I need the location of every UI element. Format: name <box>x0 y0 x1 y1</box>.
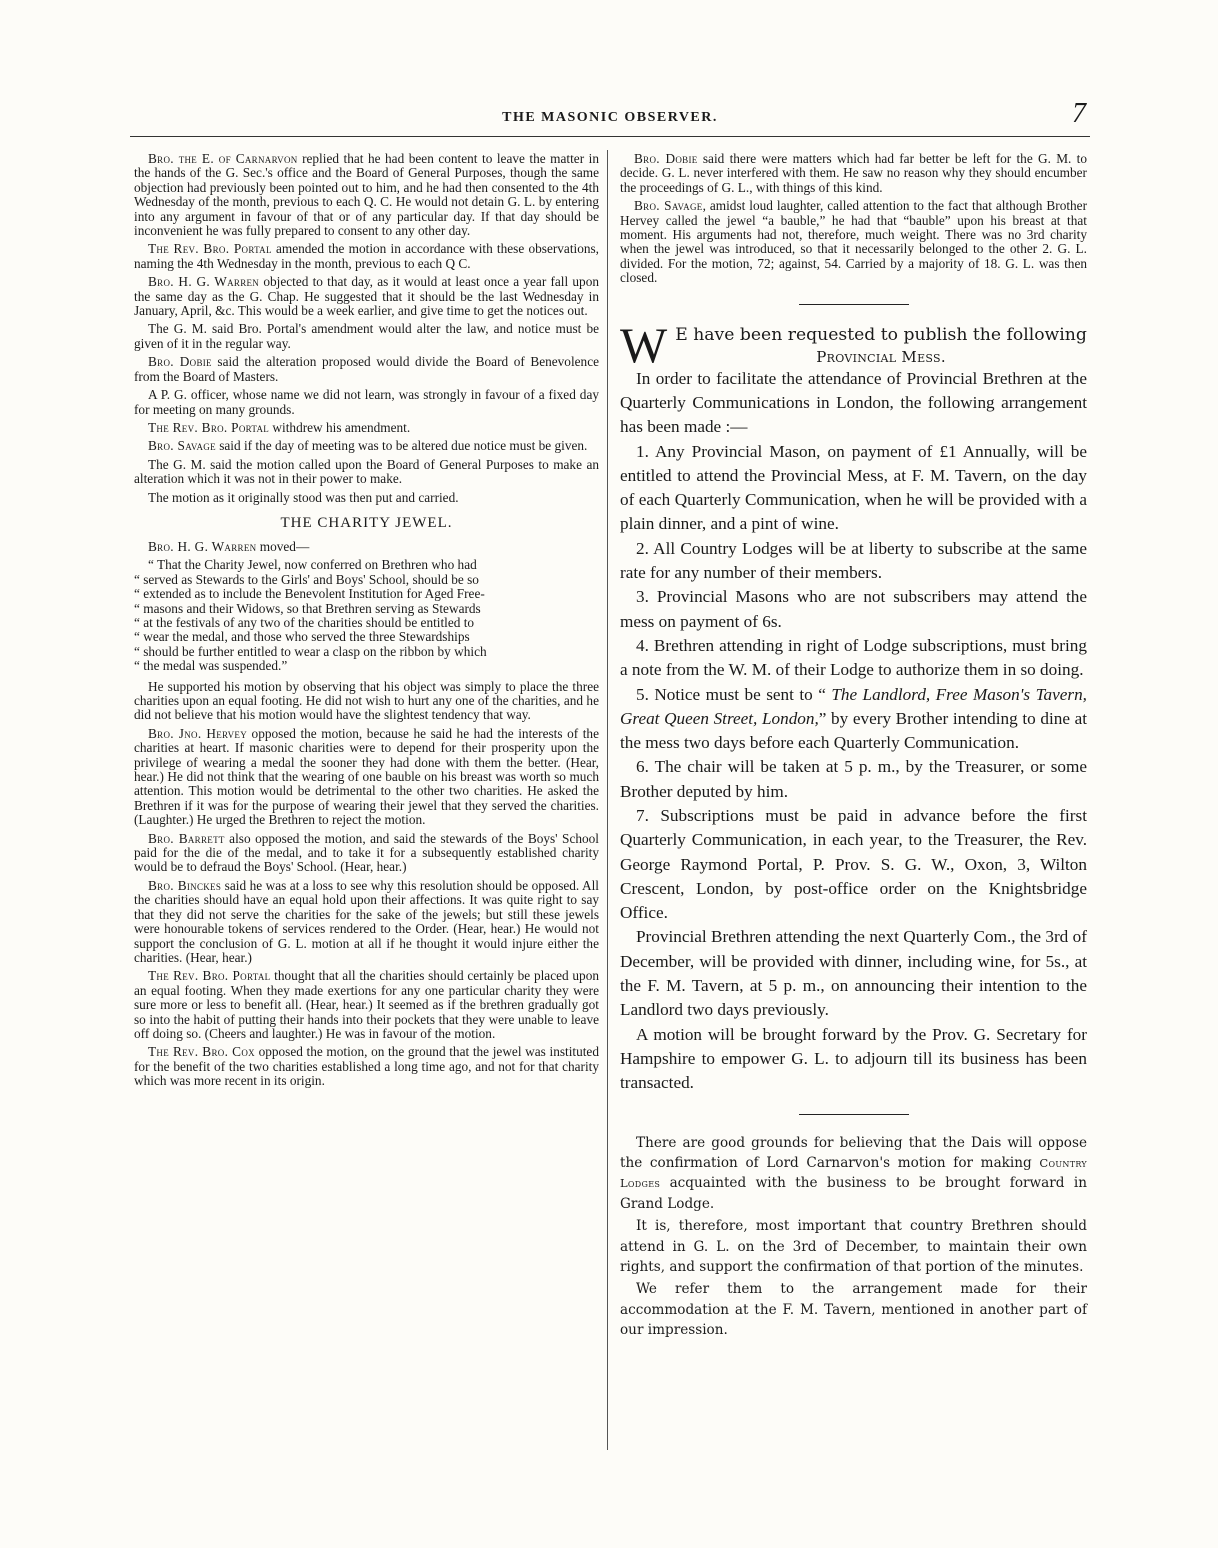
closing-note <box>620 1133 1087 1341</box>
notice-paragraph: A motion will be brought forward by the Prov. G. Secretary for Hampshire to empower G. L. to adjourn till its business has been transacted. <box>620 1024 1087 1093</box>
notice-paragraph: 1. Any Provincial Mason, on payment of £1 Annually, will be entitled to attend the Provincial Mess, at F. M. Tavern, on the day of each Quarterly Communication, when he will be provided with a plain dinner, and a pint of wine. <box>620 441 1087 534</box>
paragraph: Bro. Savage said if the day of meeting was to be altered due notice must be given. <box>148 438 588 454</box>
notice-paragraph: 7. Subscriptions must be paid in advance before the first Quarterly Communication, in each year, to the Treasurer, the Rev. George Raymond Portal, P. Prov. S. G. W., Oxon, 3, Wilton Crescent, London, by post-office order on the Knightsbridge Office. <box>620 806 1087 923</box>
column-divider <box>607 150 608 1450</box>
page-header <box>130 100 1090 137</box>
left-column <box>134 152 599 1093</box>
quote-line: “ should be further entitled to wear a clasp on the ribbon by which <box>134 643 487 659</box>
quote-line: “ at the festivals of any two of the charities should be entitled to <box>134 614 475 630</box>
paragraph: The Rev. Bro. Portal thought that all the charities should certainly be placed upon an equal footing. When they made exertions for any one particular charity they were sure more or less to benefit all. (Hear, hear.) It seemed as if the brethren gradually got so into the habit of putting their hands into their pockets that they were unable to leave off doing so. (Cheers and laughter.) He was in favour of the motion. <box>134 968 599 1041</box>
quote-line: “ served as Stewards to the Girls' and Boys' School, should be so <box>134 571 479 587</box>
quote-line: “ masons and their Widows, so that Brethren serving as Stewards <box>134 600 481 616</box>
notice-paragraph: 3. Provincial Masons who are not subscribers may attend the mess on payment of 6s. <box>620 587 1087 631</box>
quote-line: “ the medal was suspended.” <box>134 658 288 674</box>
closing-paragraph: It is, therefore, most important that country Brethren should attend in G. L. on the 3rd of December, to maintain their own rights, and support the confirmation of that portion of the minutes. <box>620 1218 1087 1275</box>
page-number: 7 <box>1072 98 1086 129</box>
paragraph: Bro. Barrett also opposed the motion, and said the stewards of the Boys' School paid for the die of the medal, and to take it for a subsequently established charity would be to defraud the Boys' School. (Hear, hear.) <box>134 830 599 875</box>
quote-line: “ wear the medal, and those who served the three Stewardships <box>134 629 470 645</box>
notice-paragraph: In order to facilitate the attendance of Provincial Brethren at the Quarterly Communications in London, the following arrangement has been made :— <box>620 368 1087 437</box>
paragraph: Bro. Jno. Hervey opposed the motion, because he said he had the interests of the charities at heart. If masonic charities were to depend for their prosperity upon the privilege of wearing a medal the sooner they had done with them the better. (Hear, hear.) He did not think that the wearing of one bauble on his breast was worth so much attention. This motion would be detrimental to the other two charities. He asked the Brethren if it was for the purpose of wearing their jewel that they served the charities. (Laughter.) He urged the Brethren to reject the motion. <box>134 725 599 828</box>
paragraph: Bro. H. G. Warren moved— <box>148 538 310 554</box>
notice-title: Provincial Mess. <box>816 347 946 366</box>
paragraph: Bro. Dobie said there were matters which had far better be left for the G. M. to decide. G. L. never interfered with them. He saw no reason why they should encumber the proceedings of G. L., with things of this kind. <box>620 151 1088 195</box>
provincial-mess-notice <box>620 316 1088 1096</box>
section-title: THE CHARITY JEWEL. <box>280 514 453 531</box>
notice-paragraph: 4. Brethren attending in right of Lodge subscriptions, must bring a note from the W. M. of their Lodge to authorize them in so doing. <box>620 635 1087 680</box>
notice-paragraph: 5. Notice must be sent to “ The Landlord, Free Mason's Tavern, Great Queen Street, London,” by every Brother intending to dine at the mess two days before each Quarterly Communication. <box>620 684 1088 753</box>
paragraph: He supported his motion by observing that his object was simply to place the three charities upon an equal footing. He did not wish to hurt any one of the charities, and he did not believe that his motion would have the slightest tendency that way. <box>134 678 599 723</box>
paragraph: Bro. the E. of Carnarvon replied that he had been content to leave the matter in the hands of the G. Sec.'s office and the Board of General Purposes, though the same objection had previously been pointed out to him, and he had then consented to the 4th Wednesday of the month, previous to each Q. C. He would not detain G. L. by entering into any argument in favour of that or of any particular day. If that day should be inconvenient he was fully prepared to consent to any other day. <box>134 151 599 239</box>
notice-paragraph: Provincial Brethren attending the next Quarterly Com., the 3rd of December, will be provided with dinner, including wine, for 5s., at the F. M. Tavern, at 5 p. m., on announcing their intention to the Landlord two days previously. <box>620 927 1087 1020</box>
paragraph: The G. M. said Bro. Portal's amendment would alter the law, and notice must be given of it in the regular way. <box>134 321 599 351</box>
paragraph: The motion as it originally stood was then put and carried. <box>148 489 459 505</box>
paragraph: Bro. H. G. Warren objected to that day, as it would at least once a year fall upon the same day as the G. Chap. He suggested that it should be the last Wednesday in January, April, &c. This would be a week earlier, and give time to get the notices out. <box>134 274 600 319</box>
separator-rule <box>799 1114 909 1115</box>
drop-cap: W <box>620 316 668 373</box>
motion-quote <box>134 558 599 673</box>
paragraph: The Rev. Bro. Portal amended the motion in accordance with these observations, naming the 4th Wednesday in the month, previous to each Q C. <box>134 241 600 271</box>
quote-line: “ That the Charity Jewel, now conferred on Brethren who had <box>148 557 477 573</box>
publication-title: THE MASONIC OBSERVER. <box>502 110 718 125</box>
paragraph: Bro. Savage, amidst loud laughter, called attention to the fact that although Brother Hervey called the jewel “a bauble,” he had that “bauble” upon his breast at that moment. His arguments had not, therefore, much weight. There was no 3rd charity when the jewel was introduced, so that it necessarily belonged to the other 2. G. L. divided. For the motion, 72; against, 54. Carried by a majority of 18. G. L. was then closed. <box>620 198 1088 286</box>
notice-paragraph: 2. All Country Lodges will be at liberty to subscribe at the same rate for any number of their members. <box>620 538 1087 583</box>
right-column <box>620 152 1087 1343</box>
closing-paragraph: We refer them to the arrangement made for their accommodation at the F. M. Tavern, mentioned in another part of our impression. <box>620 1281 1087 1339</box>
paragraph: The Rev. Bro. Portal withdrew his amendment. <box>148 419 411 435</box>
closing-paragraph: There are good grounds for believing that the Dais will oppose the confirmation of Lord Carnarvon's motion for making Country Lodges acquainted with the business to be brought forward in Grand Lodge. <box>620 1134 1087 1212</box>
paragraph: The G. M. said the motion called upon the Board of General Purposes to make an alteration which it was not in their power to make. <box>134 456 599 487</box>
notice-paragraph: 6. The chair will be taken at 5 p. m., by the Treasurer, or some Brother deputed by him. <box>620 757 1087 801</box>
proceedings-continued <box>620 152 1087 286</box>
notice-heading <box>620 316 1087 373</box>
paragraph: The Rev. Bro. Cox opposed the motion, on the ground that the jewel was instituted for the benefit of the two charities established a long time ago, and not for that charity which was more recent in its origin. <box>134 1044 599 1089</box>
separator-rule <box>799 304 909 305</box>
quote-line: “ extended as to include the Benevolent Institution for Aged Free- <box>134 586 485 602</box>
paragraph: Bro. Dobie said the alteration proposed would divide the Board of Benevolence from the Board of Masters. <box>134 354 599 384</box>
notice-intro: E have been requested to publish the following <box>675 324 1087 345</box>
paragraph: A P. G. officer, whose name we did not learn, was strongly in favour of a fixed day for meeting on many grounds. <box>134 387 599 417</box>
paragraph: Bro. Binckes said he was at a loss to see why this resolution should be opposed. All the charities should have an equal hold upon their affections. It was quite right to say that they did not serve the charities for the sake of the jewels; but still these jewels were honourable tokens of services rendered to the Order. (Hear, hear.) He would not support the conclusion of G. L. motion at all if he thought it would injure either the charities. (Hear, hear.) <box>134 877 599 965</box>
